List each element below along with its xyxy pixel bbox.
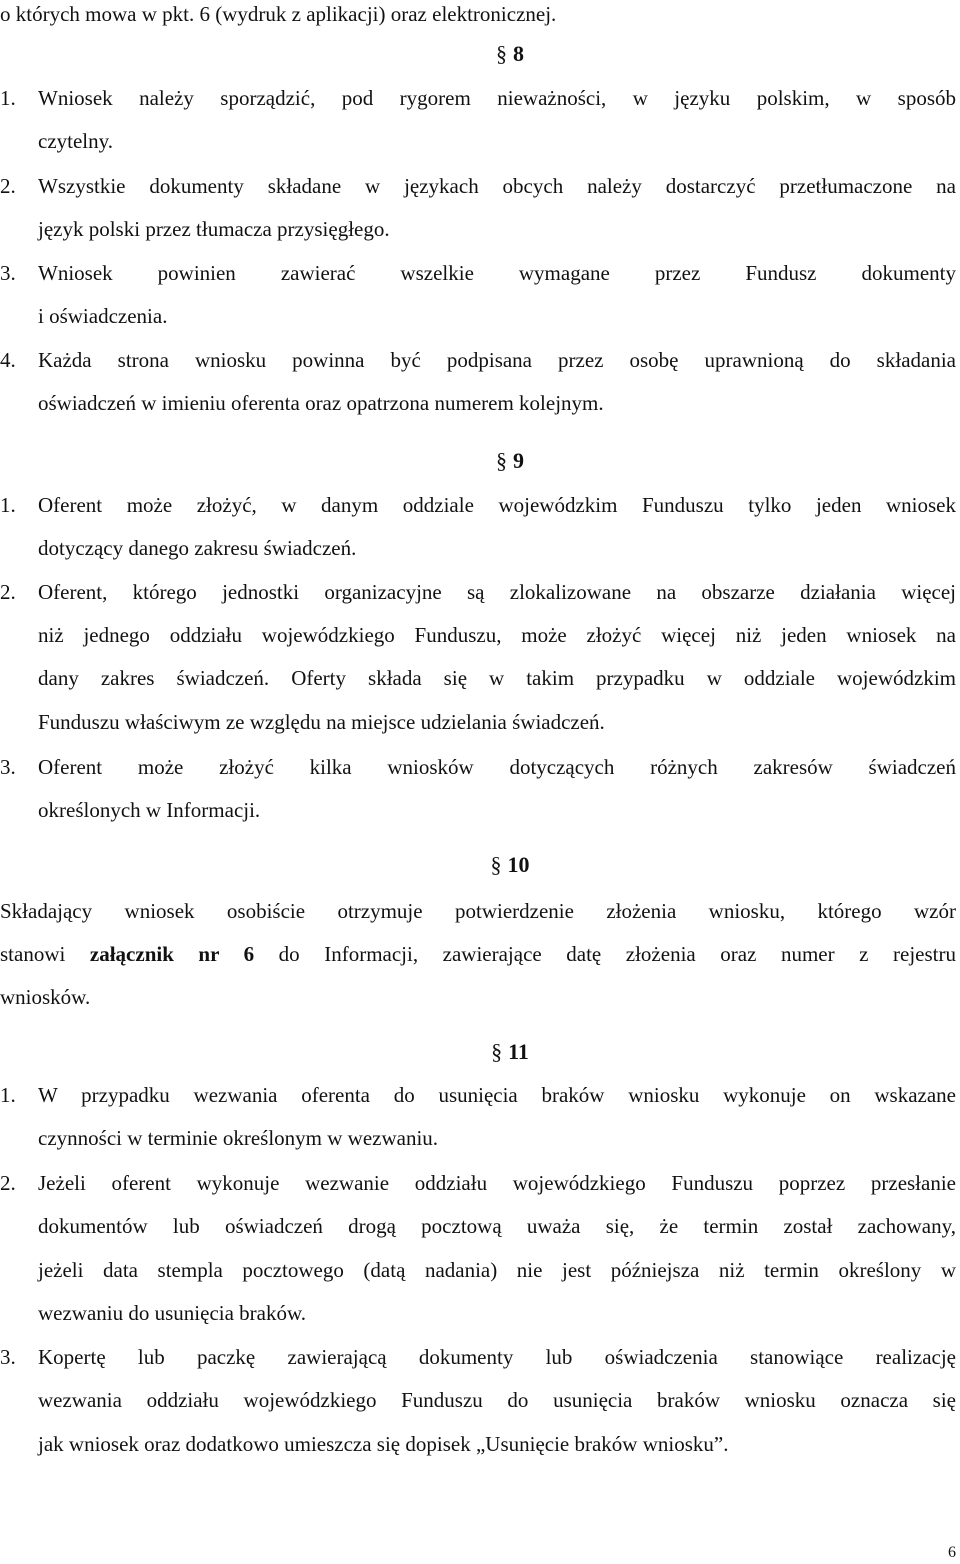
item-line: wezwaniu do usunięcia braków.	[38, 1301, 307, 1325]
paragraph-line: Składający wniosek osobiście otrzymuje potwierdzenie złożenia wniosku, którego wzór	[0, 899, 956, 923]
section-number: 11	[508, 1039, 529, 1064]
item-line: jak wniosek oraz dodatkowo umieszcza się dopisek „Usunięcie braków wniosku”.	[38, 1432, 729, 1456]
item-number: 2.	[0, 174, 16, 198]
continuation-line: o których mowa w pkt. 6 (wydruk z aplikacji) oraz elektronicznej.	[0, 2, 557, 26]
item-number: 1.	[0, 1083, 16, 1107]
section-number: 8	[513, 41, 524, 66]
section-heading-10	[430, 851, 590, 879]
item-line: Oferent, którego jednostki organizacyjne są zlokalizowane na obszarze działania więcej	[38, 580, 956, 604]
item-line: Wszystkie dokumenty składane w językach obcych należy dostarczyć przetłumaczone na	[38, 174, 956, 198]
item-line: czynności w terminie określonym w wezwaniu.	[38, 1126, 439, 1150]
paragraph-line	[0, 940, 956, 968]
item-line: Oferent może złożyć kilka wniosków dotyczących różnych zakresów świadczeń	[38, 755, 956, 779]
item-line: język polski przez tłumacza przysięgłego.	[38, 217, 390, 241]
page-number: 6	[948, 1544, 956, 1561]
item-line: dany zakres świadczeń. Oferty składa się w takim przypadku w oddziale wojewódzkim	[38, 666, 956, 690]
item-line: dokumentów lub oświadczeń drogą pocztową uważa się, że termin został zachowany,	[38, 1214, 956, 1238]
text-run: do Informacji, zawierające datę złożenia oraz numer z rejestru	[254, 942, 957, 966]
item-number: 3.	[0, 261, 16, 285]
item-number: 1.	[0, 86, 16, 110]
text-run: stanowi	[0, 942, 90, 966]
attachment-reference: załącznik nr 6	[89, 942, 255, 966]
item-number: 4.	[0, 348, 16, 372]
section-sign: §	[491, 1039, 503, 1064]
item-line: Funduszu właściwym ze względu na miejsce udzielania świadczeń.	[38, 710, 605, 734]
item-line: Wniosek należy sporządzić, pod rygorem nieważności, w języku polskim, w sposób	[38, 86, 956, 110]
item-line: wezwania oddziału wojewódzkiego Funduszu do usunięcia braków wniosku oznacza się	[38, 1388, 956, 1412]
item-line: oświadczeń w imieniu oferenta oraz opatrzona numerem kolejnym.	[38, 391, 604, 415]
item-line: jeżeli data stempla pocztowego (datą nadania) nie jest późniejsza niż termin określony w	[38, 1258, 956, 1282]
section-heading-11	[430, 1038, 590, 1066]
item-line: Oferent może złożyć, w danym oddziale wojewódzkim Funduszu tylko jeden wniosek	[38, 493, 956, 517]
item-line: niż jednego oddziału wojewódzkiego Funduszu, może złożyć więcej niż jeden wniosek na	[38, 623, 956, 647]
item-line: i oświadczenia.	[38, 304, 168, 328]
section-heading-9	[430, 447, 590, 475]
item-number: 1.	[0, 493, 16, 517]
section-number: 9	[513, 448, 524, 473]
item-line: czytelny.	[38, 129, 114, 153]
item-line: Każda strona wniosku powinna być podpisana przez osobę uprawnioną do składania	[38, 348, 956, 372]
item-number: 3.	[0, 1345, 16, 1369]
section-sign: §	[490, 852, 502, 877]
section-sign: §	[496, 41, 507, 66]
item-line: Wniosek powinien zawierać wszelkie wymagane przez Fundusz dokumenty	[38, 261, 956, 285]
item-number: 3.	[0, 755, 16, 779]
section-sign: §	[496, 448, 507, 473]
item-number: 2.	[0, 1171, 16, 1195]
paragraph-line: wniosków.	[0, 985, 91, 1009]
section-heading-8	[430, 40, 590, 68]
item-line: dotyczący danego zakresu świadczeń.	[38, 536, 357, 560]
item-number: 2.	[0, 580, 16, 604]
item-line: Kopertę lub paczkę zawierającą dokumenty lub oświadczenia stanowiące realizację	[38, 1345, 956, 1369]
section-number: 10	[507, 852, 530, 877]
item-line: określonych w Informacji.	[38, 798, 261, 822]
item-line: W przypadku wezwania oferenta do usunięcia braków wniosku wykonuje on wskazane	[38, 1083, 956, 1107]
item-line: Jeżeli oferent wykonuje wezwanie oddziału wojewódzkiego Funduszu poprzez przesłanie	[38, 1171, 956, 1195]
